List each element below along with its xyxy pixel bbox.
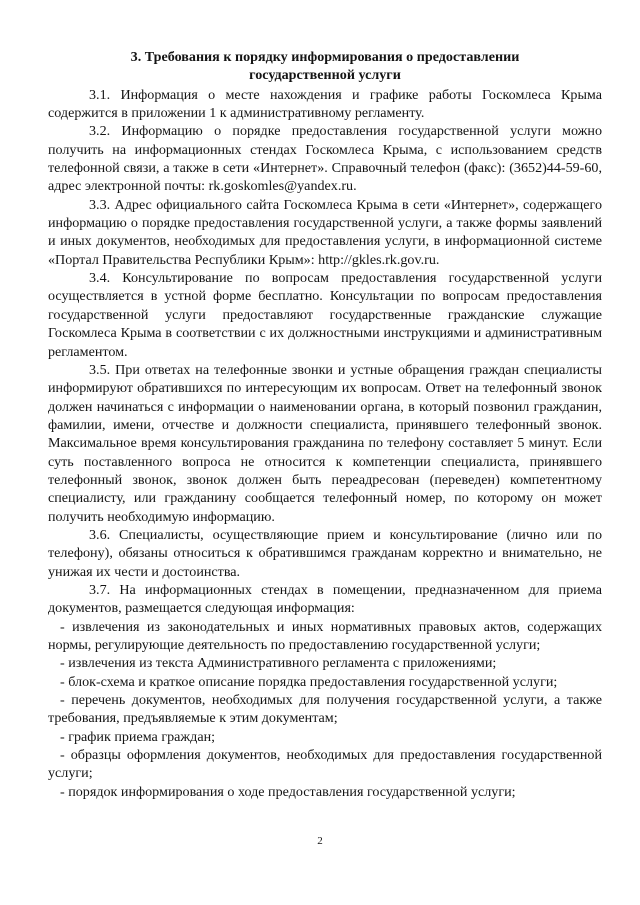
paragraph-3-5: 3.5. При ответах на телефонные звонки и устные обращения граждан специалисты информируют обратившихся по интересующим их вопросам. Ответ на телефонный звонок должен начинаться с информации о наименовании органа, в который позвонил гражданин, фамилии, имени, отчестве и должности специалиста, принявшего телефонный звонок. Максимальное время консультирования гражданина по телефону составляет 5 минут. Если суть поставленного вопроса не относится к компетенции специалиста, принявшего телефонный звонок, звонок должен быть переадресован (переведен) компетентному специалисту, или гражданину сообщается телефонный номер, по которому он может получить необходимую информацию. [48,361,602,525]
paragraph-3-4: 3.4. Консультирование по вопросам предоставления государственной услуги осуществляется в устной форме бесплатно. Консультации по вопросам предоставления государственной услуги предоставляют государственные гражданские служащие Госкомлеса Крыма в соответствии с их должностными инструкциями и административным регламентом. [48,270,602,360]
list-item-progress-info: - порядок информирования о ходе предоставления государственной услуги; [60,783,516,800]
paragraph-3-3: 3.3. Адрес официального сайта Госкомлеса Крыма в сети «Интернет», содержащего информацию о порядке предоставления государственной услуги, а также формы заявлений и иных документов, необходимых для предоставления услуги, в информационной системе «Портал Правительства Республики Крым»: http://gkles.rk.gov.ru. [48,196,602,268]
list-item-legal-extracts: - извлечения из законодательных и иных нормативных правовых актов, содержащих нормы, регулирующие деятельность по предоставлению государственной услуги; [48,618,602,653]
section-heading-line-2: государственной услуги [249,67,401,84]
section-heading [48,48,602,85]
list-item-flowchart: - блок-схема и краткое описание порядка предоставления государственной услуги; [60,673,558,690]
list-item-document-samples: - образцы оформления документов, необходимых для предоставления государственной услуги; [48,747,602,782]
list-item-regulation-extracts: - извлечения из текста Административного регламента с приложениями; [60,655,497,672]
paragraph-3-2: 3.2. Информацию о порядке предоставления государственной услуги можно получить на информационных стендах Госкомлеса Крыма, с использованием средств телефонной связи, а также в сети «Интернет». Справочный телефон (факс): (3652)44-59-60, адрес электронной почты: rk.goskomles@yandex.ru. [48,123,602,195]
paragraph-3-6: 3.6. Специалисты, осуществляющие прием и консультирование (лично или по телефону), обязаны относиться к обратившимся гражданам корректно и внимательно, не унижая их чести и достоинства. [48,526,602,580]
paragraph-3-1: 3.1. Информация о месте нахождения и графике работы Госкомлеса Крыма содержится в приложении 1 к административному регламенту. [48,86,602,122]
list-item-reception-schedule: - график приема граждан; [60,728,216,745]
page-number: 2 [317,835,323,847]
paragraph-3-7: 3.7. На информационных стендах в помещении, предназначенном для приема документов, размещается следующая информация: [48,581,602,617]
section-heading-line-1: 3. Требования к порядку информирования о предоставлении [130,49,520,65]
list-item-document-list: - перечень документов, необходимых для получения государственной услуги, а также требования, предъявляемые к этим документам; [48,692,602,727]
document-page [48,48,602,801]
